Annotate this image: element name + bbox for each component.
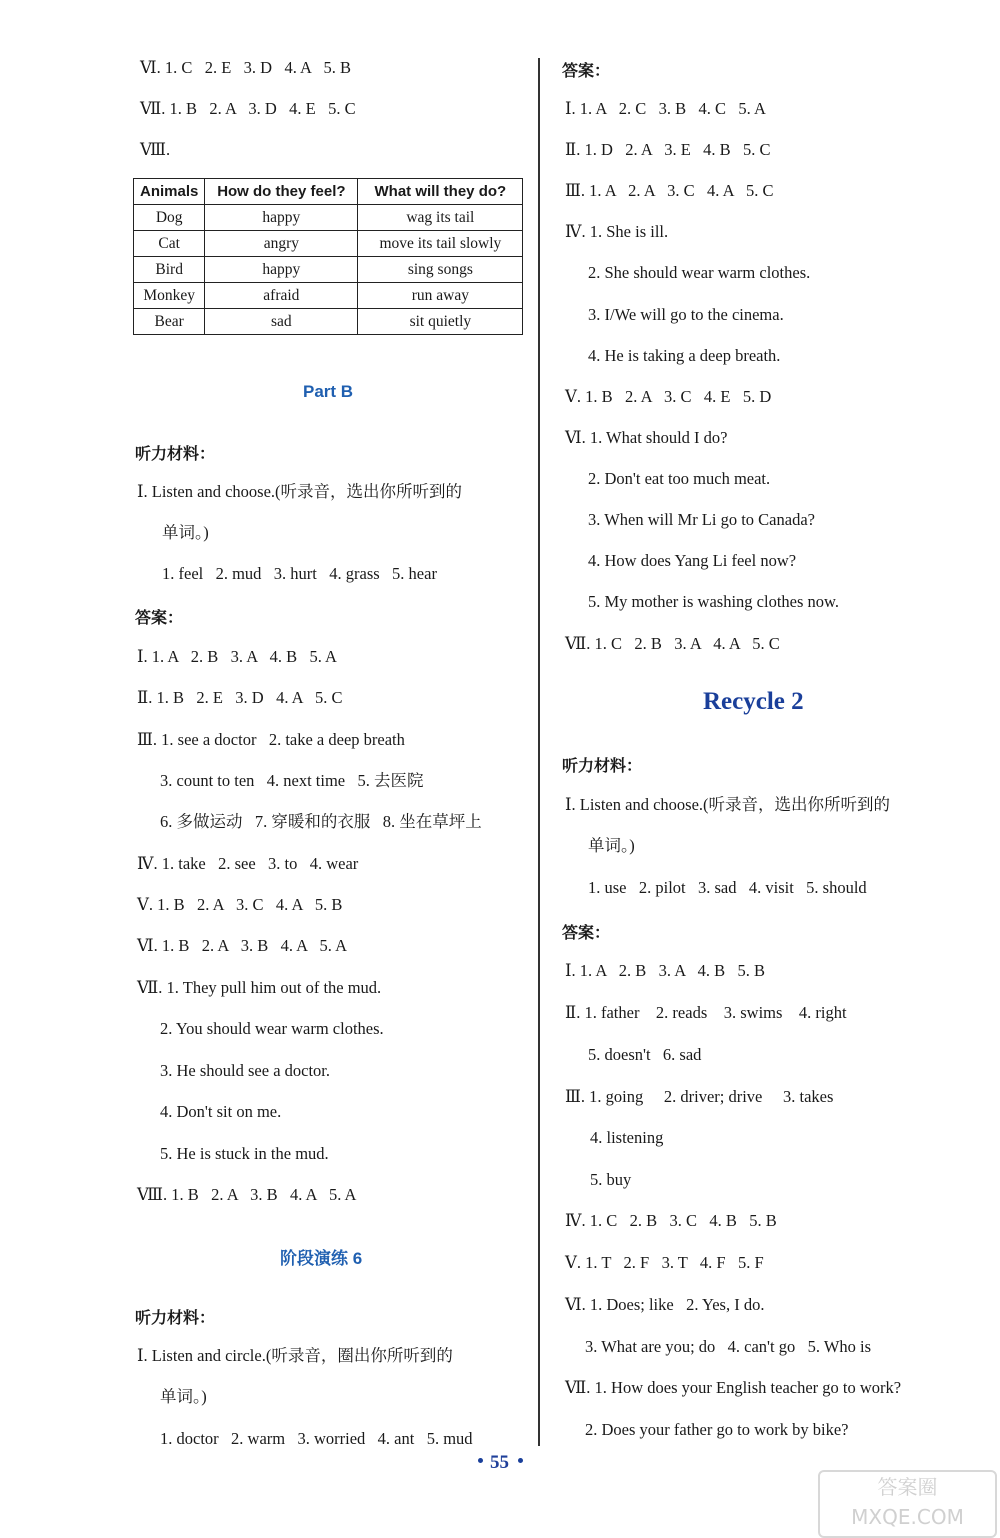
text-line: Ⅰ. 1. A 2. C 3. B 4. C 5. A: [565, 99, 766, 118]
text-line: 3. He should see a doctor.: [160, 1061, 331, 1080]
text-line: Ⅰ. 1. A 2. B 3. A 4. B 5. B: [565, 961, 765, 980]
text-line: Ⅳ. 1. She is ill.: [565, 222, 669, 241]
text-line: Ⅶ. 1. How does your English teacher go to work?: [565, 1378, 902, 1397]
text-line: 4. How does Yang Li feel now?: [588, 551, 797, 570]
table-cell: happy: [205, 257, 358, 283]
column-divider: [538, 58, 540, 1446]
text-line: Ⅵ. 1. C 2. E 3. D 4. A 5. B: [140, 58, 351, 77]
table-cell: sing songs: [358, 257, 523, 283]
text-line: Ⅷ. 1. B 2. A 3. B 4. A 5. A: [137, 1185, 357, 1204]
table-cell: Cat: [134, 231, 205, 257]
text-line: 3. When will Mr Li go to Canada?: [588, 510, 815, 529]
table-cell: Monkey: [134, 283, 205, 309]
text-line: Ⅷ.: [140, 140, 171, 159]
table-header: How do they feel?: [205, 179, 358, 205]
text-line: 4. He is taking a deep breath.: [588, 346, 781, 365]
text-line: Ⅲ. 1. see a doctor 2. take a deep breath: [137, 730, 405, 749]
text-line: Ⅶ. 1. B 2. A 3. D 4. E 5. C: [140, 99, 356, 118]
page-number: 55: [490, 1452, 509, 1473]
text-line: Ⅳ. 1. take 2. see 3. to 4. wear: [137, 854, 359, 873]
recycle-heading: Recycle 2: [703, 688, 804, 715]
text-line: 单词。): [162, 523, 209, 542]
text-line: Ⅰ. Listen and choose.(听录音，选出你所听到的: [565, 795, 891, 814]
page-dot-left: [478, 1458, 483, 1463]
table-row: [134, 231, 523, 257]
table-cell: sit quietly: [358, 309, 523, 335]
text-line: 3. What are you; do 4. can't go 5. Who is: [585, 1337, 872, 1356]
stage-practice-heading: 阶段演练 6: [280, 1249, 363, 1268]
table-cell: Dog: [134, 205, 205, 231]
text-line: 1. doctor 2. warm 3. worried 4. ant 5. mud: [160, 1429, 473, 1448]
listening-material-label: 听力材料：: [135, 444, 216, 463]
text-line: 单词。): [588, 836, 635, 855]
table-cell: afraid: [205, 283, 358, 309]
listening-material-label: 听力材料：: [562, 756, 643, 775]
table-cell: move its tail slowly: [358, 231, 523, 257]
text-line: 单词。): [160, 1387, 207, 1406]
table-row: [134, 205, 523, 231]
table-cell: Bird: [134, 257, 205, 283]
table-row: [134, 309, 523, 335]
table-cell: run away: [358, 283, 523, 309]
text-line: Ⅶ. 1. C 2. B 3. A 4. A 5. C: [565, 634, 780, 653]
text-line: 5. doesn't 6. sad: [588, 1045, 702, 1064]
part-b-heading: Part B: [303, 382, 354, 401]
text-line: 5. My mother is washing clothes now.: [588, 592, 839, 611]
text-line: 1. feel 2. mud 3. hurt 4. grass 5. hear: [162, 564, 437, 583]
text-line: Ⅲ. 1. A 2. A 3. C 4. A 5. C: [565, 181, 774, 200]
table-row: [134, 283, 523, 309]
table-row: [134, 257, 523, 283]
text-line: Ⅰ. Listen and circle.(听录音，圈出你所听到的: [137, 1346, 453, 1365]
page-dot-right: [518, 1458, 523, 1463]
text-line: 5. He is stuck in the mud.: [160, 1144, 329, 1163]
text-line: Ⅵ. 1. What should I do?: [565, 428, 728, 447]
table-header: Animals: [134, 179, 205, 205]
text-line: 3. count to ten 4. next time 5. 去医院: [160, 771, 424, 790]
text-line: 2. Does your father go to work by bike?: [585, 1420, 849, 1439]
watermark-logo: 答案圈 MXQE.COM: [818, 1470, 997, 1538]
answers-label: 答案：: [135, 608, 184, 627]
text-line: Ⅴ. 1. T 2. F 3. T 4. F 5. F: [565, 1253, 764, 1272]
text-line: 5. buy: [590, 1170, 632, 1189]
answers-label: 答案：: [562, 923, 611, 942]
text-line: Ⅱ. 1. father 2. reads 3. swims 4. right: [565, 1003, 847, 1022]
animals-table: [133, 178, 523, 335]
text-line: 4. Don't sit on me.: [160, 1102, 282, 1121]
text-line: Ⅵ. 1. B 2. A 3. B 4. A 5. A: [137, 936, 348, 955]
text-line: Ⅳ. 1. C 2. B 3. C 4. B 5. B: [565, 1211, 777, 1230]
text-line: 3. I/We will go to the cinema.: [588, 305, 784, 324]
text-line: 2. Don't eat too much meat.: [588, 469, 771, 488]
text-line: Ⅵ. 1. Does; like 2. Yes, I do.: [565, 1295, 765, 1314]
table-cell: sad: [205, 309, 358, 335]
text-line: Ⅴ. 1. B 2. A 3. C 4. A 5. B: [137, 895, 343, 914]
text-line: Ⅴ. 1. B 2. A 3. C 4. E 5. D: [565, 387, 772, 406]
text-line: Ⅶ. 1. They pull him out of the mud.: [137, 978, 382, 997]
listening-material-label: 听力材料：: [135, 1308, 216, 1327]
text-line: 6. 多做运动 7. 穿暖和的衣服 8. 坐在草坪上: [160, 812, 482, 831]
text-line: Ⅰ. Listen and choose.(听录音，选出你所听到的: [137, 482, 463, 501]
text-line: Ⅰ. 1. A 2. B 3. A 4. B 5. A: [137, 647, 337, 666]
text-line: 4. listening: [590, 1128, 664, 1147]
text-line: 2. She should wear warm clothes.: [588, 263, 811, 282]
table-cell: wag its tail: [358, 205, 523, 231]
answers-label: 答案：: [562, 61, 611, 80]
text-line: Ⅱ. 1. D 2. A 3. E 4. B 5. C: [565, 140, 771, 159]
table-cell: angry: [205, 231, 358, 257]
text-line: Ⅱ. 1. B 2. E 3. D 4. A 5. C: [137, 688, 343, 707]
table-header: What will they do?: [358, 179, 523, 205]
table-header-row: [134, 179, 523, 205]
table-cell: Bear: [134, 309, 205, 335]
table-cell: happy: [205, 205, 358, 231]
text-line: 2. You should wear warm clothes.: [160, 1019, 384, 1038]
text-line: Ⅲ. 1. going 2. driver; drive 3. takes: [565, 1087, 834, 1106]
text-line: 1. use 2. pilot 3. sad 4. visit 5. should: [588, 878, 867, 897]
